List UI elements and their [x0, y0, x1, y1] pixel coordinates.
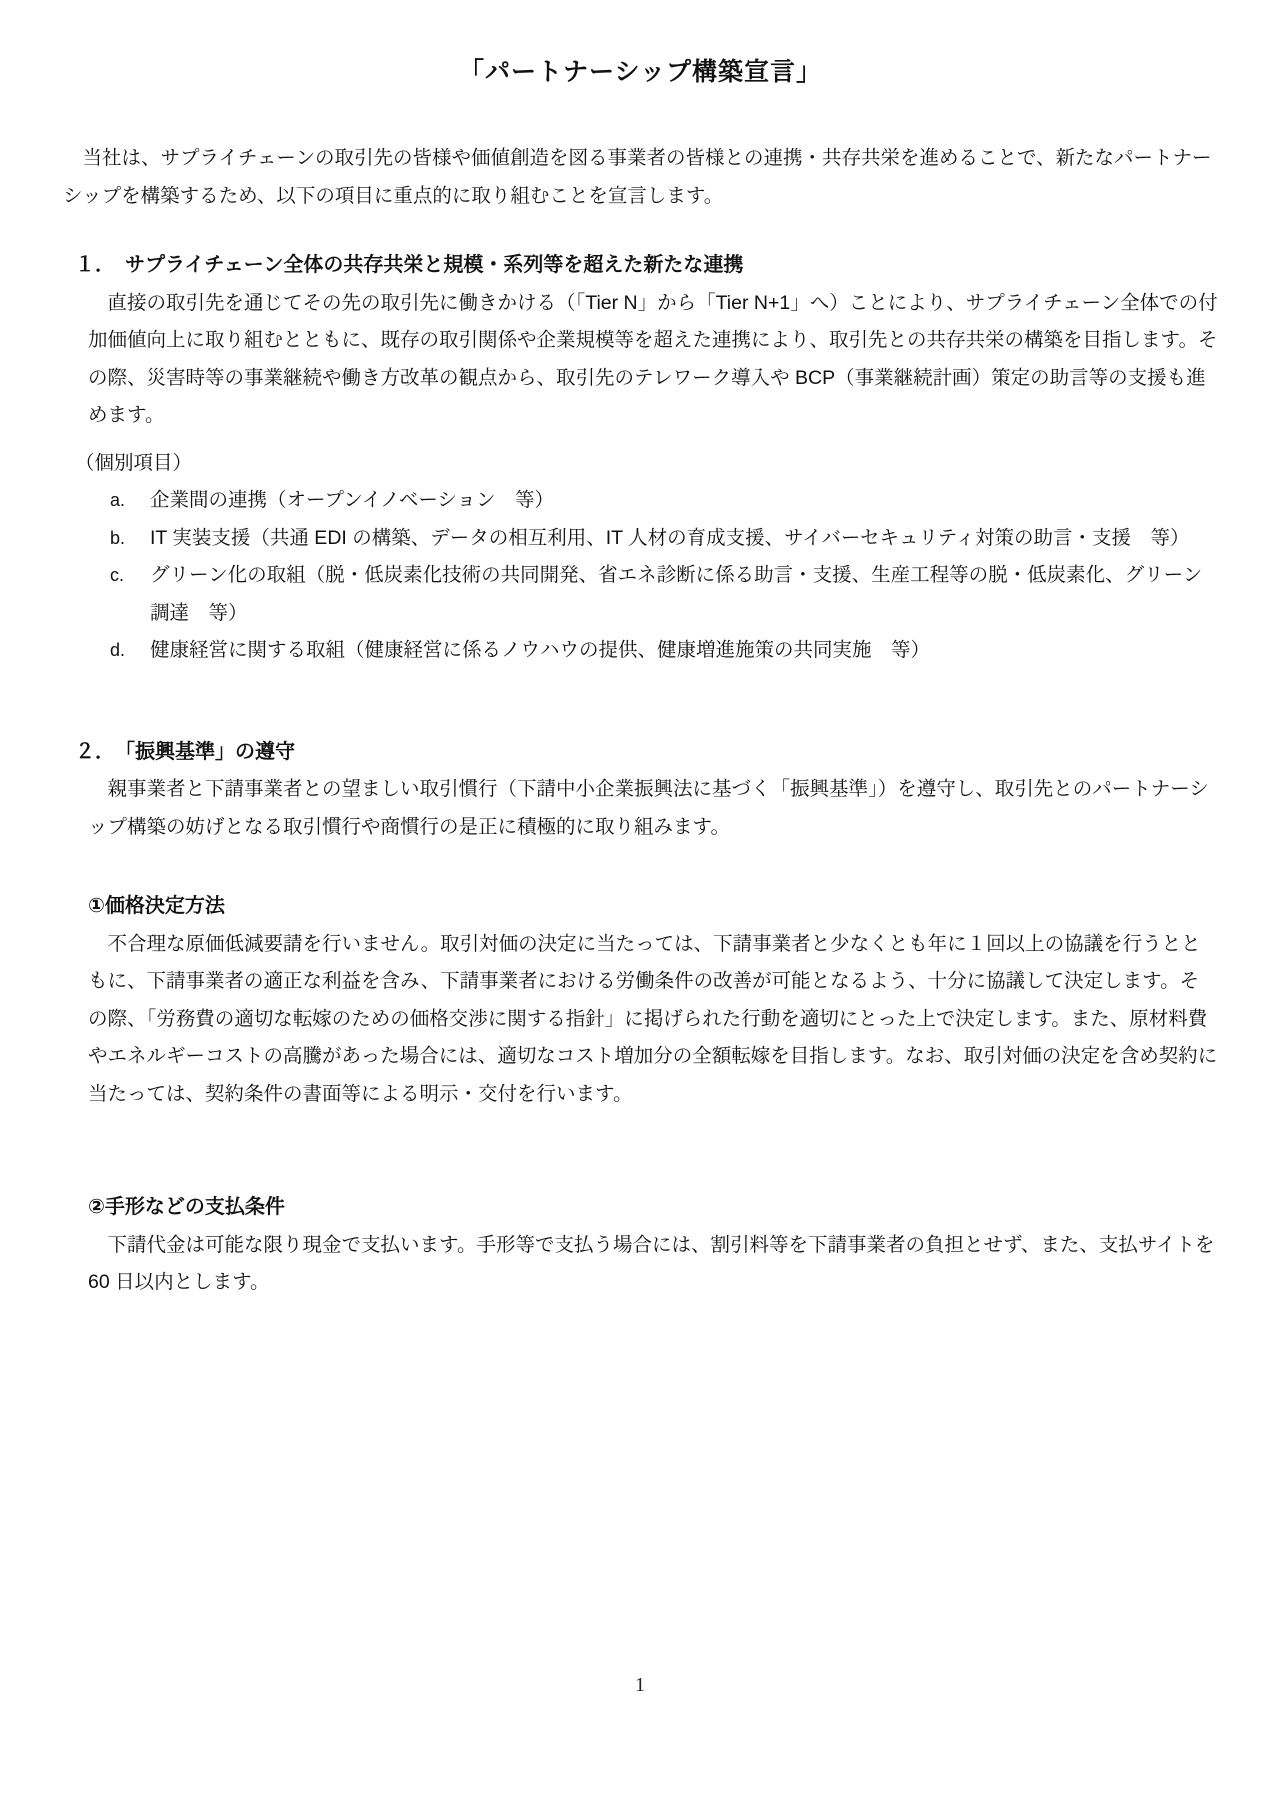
- list-item: [110, 557, 1218, 632]
- list-item-text: グリーン化の取組（脱・低炭素化技術の共同開発、省エネ診断に係る助言・支援、生産工程等の脱・低炭素化、グリーン調達 等）: [150, 564, 1203, 624]
- section1-body: 直接の取引先を通じてその先の取引先に働きかける（「Tier N」から「Tier N+1」へ）ことにより、サプライチェーン全体での付加価値向上に取り組むとともに、既存の取引関係や企業規模等を超えた連携により、取引先との共存共栄の構築を目指します。その際、災害時等の事業継続や働き方改革の観点から、取引先のテレワーク導入や BCP（事業継続計画）策定の助言等の支援も進めます。: [88, 291, 1218, 426]
- document-title: 「パートナーシップ構築宣言」: [458, 58, 822, 86]
- individual-items-list: [63, 482, 1218, 670]
- subsection-payment-terms-heading: ②手形などの支払条件: [88, 1196, 285, 1218]
- list-item: [110, 520, 1218, 558]
- section1-heading: １． サプライチェーン全体の共存共栄と規模・系列等を超えた新たな連携: [75, 254, 744, 276]
- list-item-marker: b.: [110, 527, 126, 548]
- list-item-text: IT 実装支援（共通 EDI の構築、データの相互利用、IT 人材の育成支援、サイバーセキュリティ対策の助言・支援 等）: [150, 526, 1190, 549]
- list-item: [110, 632, 1218, 670]
- list-item: [110, 482, 1218, 520]
- section2-heading: ２． 「振興基準」の遵守: [75, 740, 295, 763]
- subsection-payment-terms-body: 下請代金は可能な限り現金で支払います。手形等で支払う場合には、割引料等を下請事業者の負担とせず、また、支払サイトを 60 日以内とします。: [88, 1233, 1215, 1293]
- subsection-price-determination-body: 不合理な原価低減要請を行いません。取引対価の決定に当たっては、下請事業者と少なくとも年に１回以上の協議を行うとともに、下請事業者の適正な利益を含み、下請事業者における労働条件の改善が可能となるよう、十分に協議して決定します。その際、「労務費の適切な転嫁のための価格交渉に関する指針」に掲げられた行動を適切にとった上で決定します。また、原材料費やエネルギーコストの高騰があった場合には、適切なコスト増加分の全額転嫁を目指します。なお、取引対価の決定を含め契約に当たっては、契約条件の書面等による明示・交付を行います。: [88, 932, 1218, 1105]
- list-item-marker: d.: [110, 640, 126, 660]
- page-number: 1: [635, 1674, 645, 1696]
- list-item-text: 企業間の連携（オープンイノベーション 等）: [150, 489, 555, 511]
- list-item-text: 健康経営に関する取組（健康経営に係るノウハウの提供、健康増進施策の共同実施 等）: [150, 639, 931, 661]
- subsection-price-determination-heading: ①価格決定方法: [88, 895, 225, 917]
- list-item-marker: a.: [110, 490, 126, 510]
- individual-items-label: （個別項目）: [75, 451, 193, 474]
- intro-paragraph: 当社は、サプライチェーンの取引先の皆様や価値創造を図る事業者の皆様との連携・共存共栄を進めることで、新たなパートナーシップを構築するため、以下の項目に重点的に取り組むことを宣言します。: [63, 147, 1212, 207]
- list-item-marker: c.: [110, 565, 125, 585]
- section2-body: 親事業者と下請事業者との望ましい取引慣行（下請中小企業振興法に基づく「振興基準」）を遵守し、取引先とのパートナーシップ構築の妨げとなる取引慣行や商慣行の是正に積極的に取り組みます。: [88, 778, 1209, 838]
